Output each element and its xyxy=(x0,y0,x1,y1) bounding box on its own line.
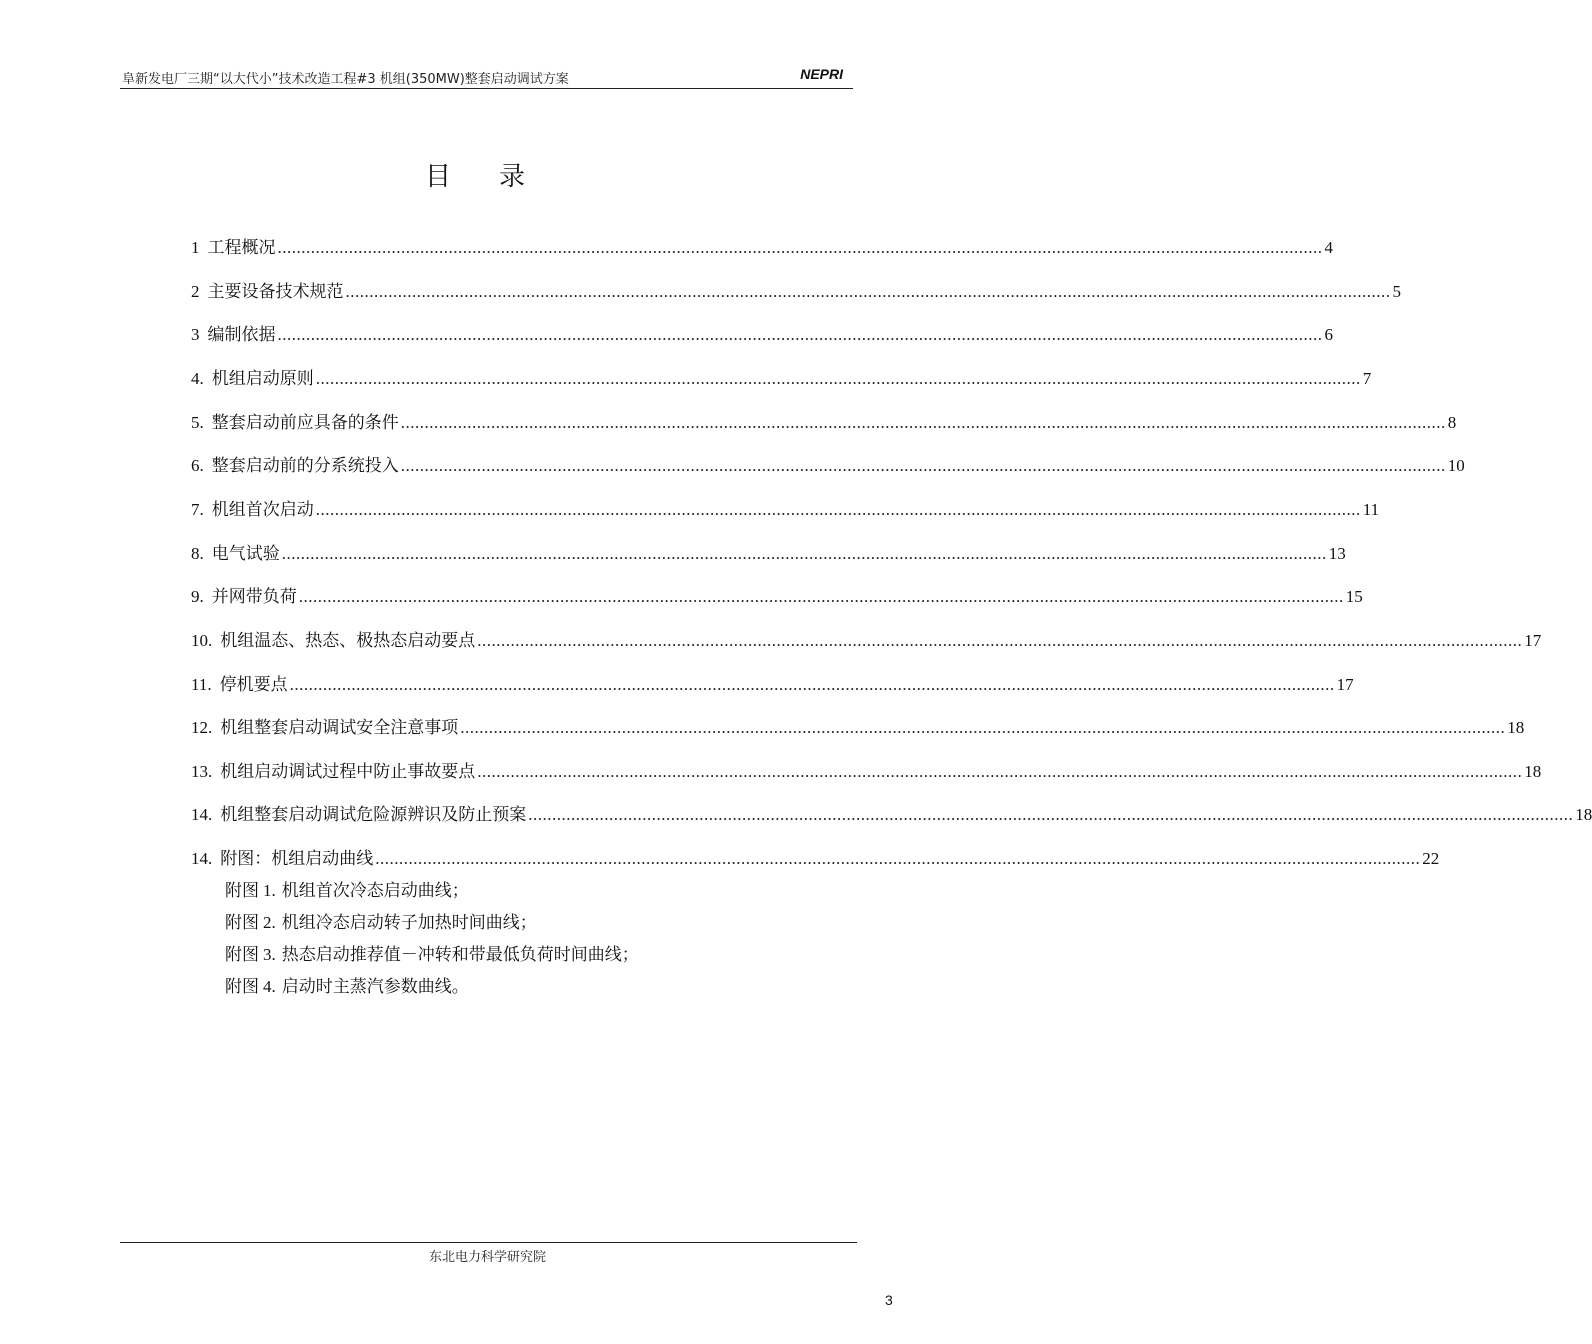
toc-entry-label xyxy=(191,670,288,695)
toc-entry[interactable] xyxy=(191,713,1525,738)
toc-entry-label xyxy=(191,451,399,476)
toc-entry-text: 附图：机组启动曲线 xyxy=(220,849,374,869)
toc-entry-label xyxy=(191,320,276,345)
toc-entry-label xyxy=(191,800,526,825)
toc-leader-dots: ............................................................................................................................................................................................................................ xyxy=(400,456,1446,475)
toc-entry-text: 编制依据 xyxy=(207,325,276,345)
toc-subentry[interactable] xyxy=(225,908,537,933)
toc-entry-page: 11 xyxy=(1362,500,1380,519)
toc-entry[interactable] xyxy=(191,495,1380,520)
toc-entry[interactable] xyxy=(191,757,1542,782)
toc-entry-page: 18 xyxy=(1575,805,1592,824)
toc-subentry-prefix: 附图 xyxy=(225,881,259,901)
toc-entry-page: 6 xyxy=(1324,325,1333,344)
toc-entry-text: 整套启动前的分系统投入 xyxy=(211,456,399,476)
toc-subentry-number: 3. xyxy=(263,945,276,964)
toc-entry-text: 整套启动前应具备的条件 xyxy=(211,413,399,433)
toc-entry[interactable] xyxy=(191,670,1354,695)
toc-subentry-text: 机组冷态启动转子加热时间曲线； xyxy=(281,913,537,933)
toc-entry-text: 主要设备技术规范 xyxy=(207,282,344,302)
toc-entry-page: 10 xyxy=(1447,456,1465,475)
toc-leader-dots: ............................................................................................................................................................................................................................ xyxy=(277,325,1323,344)
toc-entry[interactable] xyxy=(191,408,1457,433)
toc-entry-number: 10. xyxy=(191,631,213,650)
toc-leader-dots: ............................................................................................................................................................................................................................ xyxy=(345,282,1391,301)
toc-entry[interactable] xyxy=(191,539,1346,564)
toc-leader-dots: ............................................................................................................................................................................................................................ xyxy=(460,718,1506,737)
toc-leader-dots: ............................................................................................................................................................................................................................ xyxy=(277,238,1323,257)
toc-leader-dots: ............................................................................................................................................................................................................................ xyxy=(528,805,1574,824)
toc-entry-page: 18 xyxy=(1524,762,1542,781)
toc-entry[interactable] xyxy=(191,844,1440,869)
toc-entry-label xyxy=(191,277,344,302)
toc-entry-page: 4 xyxy=(1324,238,1333,257)
toc-subentry-text: 热态启动推荐值－冲转和带最低负荷时间曲线； xyxy=(281,945,639,965)
toc-leader-dots: ............................................................................................................................................................................................................................ xyxy=(400,413,1446,432)
toc-subentry[interactable] xyxy=(225,940,639,965)
toc-entry-label xyxy=(191,539,280,564)
toc-entry-number: 9. xyxy=(191,587,204,606)
toc-leader-dots: ............................................................................................................................................................................................................................ xyxy=(281,544,1327,563)
toc-subentry-prefix: 附图 xyxy=(225,977,259,997)
page-number: 3 xyxy=(885,1292,893,1308)
nepri-logo: NEPRI xyxy=(800,66,843,82)
toc-leader-dots: ............................................................................................................................................................................................................................ xyxy=(375,849,1421,868)
toc-entry-number: 3 xyxy=(191,325,200,344)
toc-entry[interactable] xyxy=(191,277,1401,302)
toc-entry-number: 5. xyxy=(191,413,204,432)
toc-entry[interactable] xyxy=(191,582,1363,607)
footer-divider xyxy=(120,1242,857,1243)
toc-subentry-number: 1. xyxy=(263,881,276,900)
toc-subentry-prefix: 附图 xyxy=(225,945,259,965)
footer-organization: 东北电力科学研究院 xyxy=(428,1250,546,1265)
toc-entry-number: 4. xyxy=(191,369,204,388)
toc-entry-label xyxy=(191,713,458,738)
page-header xyxy=(120,66,853,89)
toc-entry-number: 14. xyxy=(191,805,213,824)
toc-entry-text: 停机要点 xyxy=(219,675,288,695)
toc-leader-dots: ............................................................................................................................................................................................................................ xyxy=(289,675,1335,694)
toc-entry-label xyxy=(191,582,297,607)
toc-entry-text: 工程概况 xyxy=(207,238,276,258)
toc-entry-number: 13. xyxy=(191,762,213,781)
toc-entry-page: 17 xyxy=(1336,675,1354,694)
toc-entry-text: 并网带负荷 xyxy=(211,587,297,607)
toc-leader-dots: ............................................................................................................................................................................................................................ xyxy=(315,500,1361,519)
toc-entry-page: 8 xyxy=(1447,413,1457,432)
toc-entry-label xyxy=(191,364,314,389)
toc-entry-label xyxy=(191,408,399,433)
toc-entry-label xyxy=(191,757,475,782)
toc-entry-text: 机组整套启动调试安全注意事项 xyxy=(220,718,459,738)
toc-entry-label xyxy=(191,233,276,258)
toc-subentry-text: 启动时主蒸汽参数曲线。 xyxy=(281,977,469,997)
toc-subentry[interactable] xyxy=(225,972,469,997)
toc-subentry-number: 2. xyxy=(263,913,276,932)
toc-subentry-prefix: 附图 xyxy=(225,913,259,933)
toc-leader-dots: ............................................................................................................................................................................................................................ xyxy=(477,762,1523,781)
toc-title: 目录 xyxy=(424,162,573,192)
toc-entry-page: 7 xyxy=(1362,369,1372,388)
toc-entry[interactable] xyxy=(191,800,1592,825)
toc-entry-page: 15 xyxy=(1345,587,1363,606)
toc-entry-number: 1 xyxy=(191,238,200,257)
toc-entry-number: 12. xyxy=(191,718,213,737)
toc-entry-text: 机组首次启动 xyxy=(211,500,314,520)
toc-entry-number: 11. xyxy=(191,675,212,694)
toc-entry-text: 机组温态、热态、极热态启动要点 xyxy=(220,631,476,651)
toc-entry-page: 18 xyxy=(1507,718,1525,737)
toc-entry-page: 13 xyxy=(1328,544,1346,563)
header-title: 阜新发电厂三期“以大代小”技术改造工程#3 机组(350MW)整套启动调试方案 xyxy=(122,72,569,87)
toc-entry-text: 机组启动调试过程中防止事故要点 xyxy=(220,762,476,782)
toc-entry-number: 2 xyxy=(191,282,200,301)
toc-leader-dots: ............................................................................................................................................................................................................................ xyxy=(315,369,1361,388)
toc-entry-page: 22 xyxy=(1422,849,1440,868)
toc-entry-text: 电气试验 xyxy=(211,544,280,564)
toc-leader-dots: ............................................................................................................................................................................................................................ xyxy=(298,587,1344,606)
toc-entry[interactable] xyxy=(191,320,1333,345)
toc-entry-number: 14. xyxy=(191,849,213,868)
toc-entry-text: 机组整套启动调试危险源辨识及防止预案 xyxy=(220,805,527,825)
toc-entry-number: 8. xyxy=(191,544,204,563)
toc-entry-label xyxy=(191,495,314,520)
toc-entry-label xyxy=(191,626,475,651)
toc-entry[interactable] xyxy=(191,364,1372,389)
toc-entry-label xyxy=(191,844,373,869)
toc-entry-number: 7. xyxy=(191,500,204,519)
toc-entry-page: 5 xyxy=(1392,282,1401,301)
toc-entry-page: 17 xyxy=(1524,631,1542,650)
toc-entry[interactable] xyxy=(191,451,1465,476)
toc-entry[interactable] xyxy=(191,626,1542,651)
toc-entry[interactable] xyxy=(191,233,1333,258)
toc-subentry-text: 机组首次冷态启动曲线； xyxy=(281,881,469,901)
toc-leader-dots: ............................................................................................................................................................................................................................ xyxy=(477,631,1523,650)
toc-subentry[interactable] xyxy=(225,876,469,901)
toc-entry-number: 6. xyxy=(191,456,204,475)
toc-subentry-number: 4. xyxy=(263,977,276,996)
toc-entry-text: 机组启动原则 xyxy=(211,369,314,389)
